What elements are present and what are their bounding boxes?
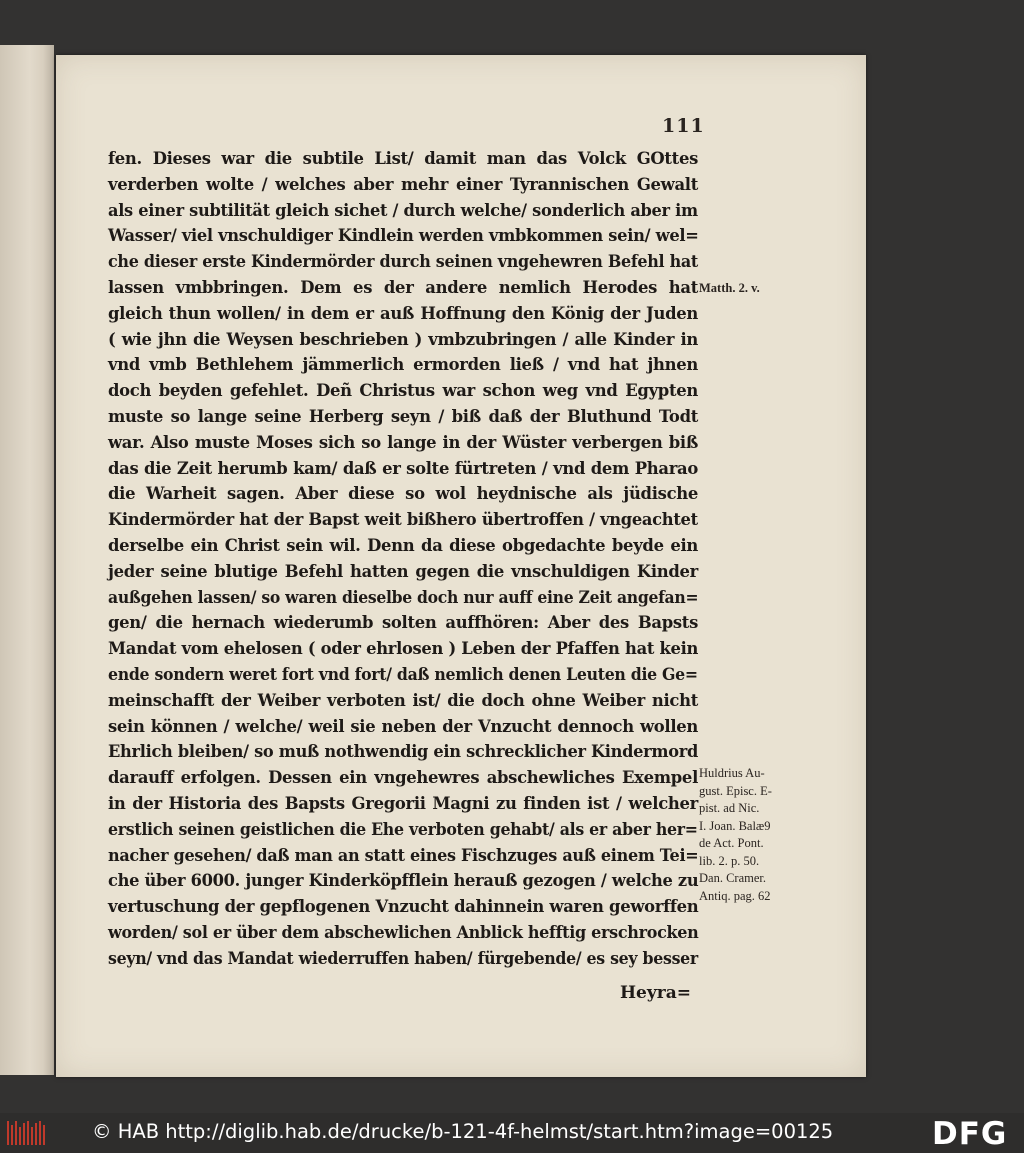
hab-logo-icon [6,1119,48,1147]
marginal-line: Huldrius Au- [699,766,765,780]
text-line: erstlich seinen geistlichen die Ehe verboten gehabt/ als er aber her= [108,819,698,839]
marginal-note-references [699,765,772,905]
text-line: außgehen lassen/ so waren dieselbe doch nur auff eine Zeit angefan= [108,587,699,607]
text-line: als einer subtilität gleich sichet / durch welche/ sonderlich aber im [108,200,698,220]
text-line: war. Also muste Moses sich so lange in der Wüster verbergen biß [108,432,698,452]
text-line: Mandat vom ehelosen ( oder ehrlosen ) Leben der Pfaffen hat kein [108,639,699,659]
marginal-line: Antiq. pag. 62 [699,888,771,903]
copyright-link[interactable]: © HAB http://diglib.hab.de/drucke/b-121-4f-helmst/start.htm?image=00125 [92,1120,834,1143]
text-line: che dieser erste Kindermörder durch seinen vngehewren Befehl hat [108,252,699,272]
page-number: 111 [662,115,705,137]
body-text [108,146,698,972]
text-line: fen. Dieses war die subtile List/ damit man das Volck GOttes [108,149,698,168]
text-line: vertuschung der gepflogenen Vnzucht dahinnein waren geworffen [108,897,699,917]
marginal-line: Dan. Cramer. [699,871,766,885]
text-line: die Warheit sagen. Aber diese so wol heydnische als jüdische [108,484,698,504]
text-line: doch beyden gefehlet. Deñ Christus war schon weg vnd Egypten [108,381,698,401]
text-line: Kindermörder hat der Bapst weit bißhero übertroffen / vngeachtet [108,510,698,530]
text-line: nacher gesehen/ daß man an statt eines Fischzuges auß einem Tei= [108,845,699,865]
text-line: Ehrlich bleiben/ so muß nothwendig ein schrecklicher Kindermord [108,742,699,762]
text-line: seyn/ vnd das Mandat wiederruffen haben/ fürgebende/ es sey besser [108,948,698,968]
text-line: ( wie jhn die Weysen beschrieben ) vmbzubringen / alle Kinder in [108,329,698,349]
catchword: Heyra= [620,983,691,1003]
text-line: lassen vmbbringen. Dem es der andere nemlich Herodes hat [108,277,698,297]
text-line: verderben wolte / welches aber mehr einer Tyrannischen Gewalt [108,174,698,194]
text-line: das die Zeit herumb kam/ daß er solte fürtreten / vnd dem Pharao [108,458,698,478]
dfg-logo: DFG [932,1116,1008,1152]
text-line: Wasser/ viel vnschuldiger Kindlein werden vmbkommen sein/ wel= [108,226,699,246]
text-line: gen/ die hernach wiederumb solten auffhören: Aber des Bapsts [108,613,698,633]
text-line: darauff erfolgen. Dessen ein vngehewres abschewliches Exempel [108,768,698,788]
marginal-line: I. Joan. Balæ9 [699,818,771,833]
text-line: jeder seine blutige Befehl hatten gegen die vnschuldigen Kinder [108,561,698,581]
text-line: ende sondern weret fort vnd fort/ daß nemlich denen Leuten die Ge= [108,664,698,684]
text-line: vnd vmb Bethlehem jämmerlich ermorden ließ / vnd hat jhnen [108,355,698,375]
status-bar [0,1113,1024,1153]
marginal-line: gust. Episc. E- [699,783,772,798]
left-page-edge [0,45,54,1075]
marginal-note-matthew: Matth. 2. v. [699,281,760,295]
marginal-line: de Act. Pont. [699,836,764,850]
text-line: che über 6000. junger Kinderköpfflein herauß gezogen / welche zu [108,871,699,891]
marginal-line: pist. ad Nic. [699,801,760,815]
text-line: worden/ sol er über dem abschewlichen Anblick hefftig erschrocken [108,922,699,942]
marginal-line: lib. 2. p. 50. [699,853,760,868]
text-line: gleich thun wollen/ in dem er auß Hoffnung den König der Juden [108,303,698,323]
text-line: muste so lange seine Herberg seyn / biß daß der Bluthund Todt [108,406,698,426]
text-line: sein können / welche/ weil sie neben der Vnzucht dennoch wollen [108,716,698,736]
text-line: in der Historia des Bapsts Gregorii Magni zu finden ist / welcher [108,793,698,813]
text-line: meinschafft der Weiber verboten ist/ die doch ohne Weiber nicht [108,690,698,710]
text-line: derselbe ein Christ sein wil. Denn da diese obgedachte beyde ein [108,535,698,555]
